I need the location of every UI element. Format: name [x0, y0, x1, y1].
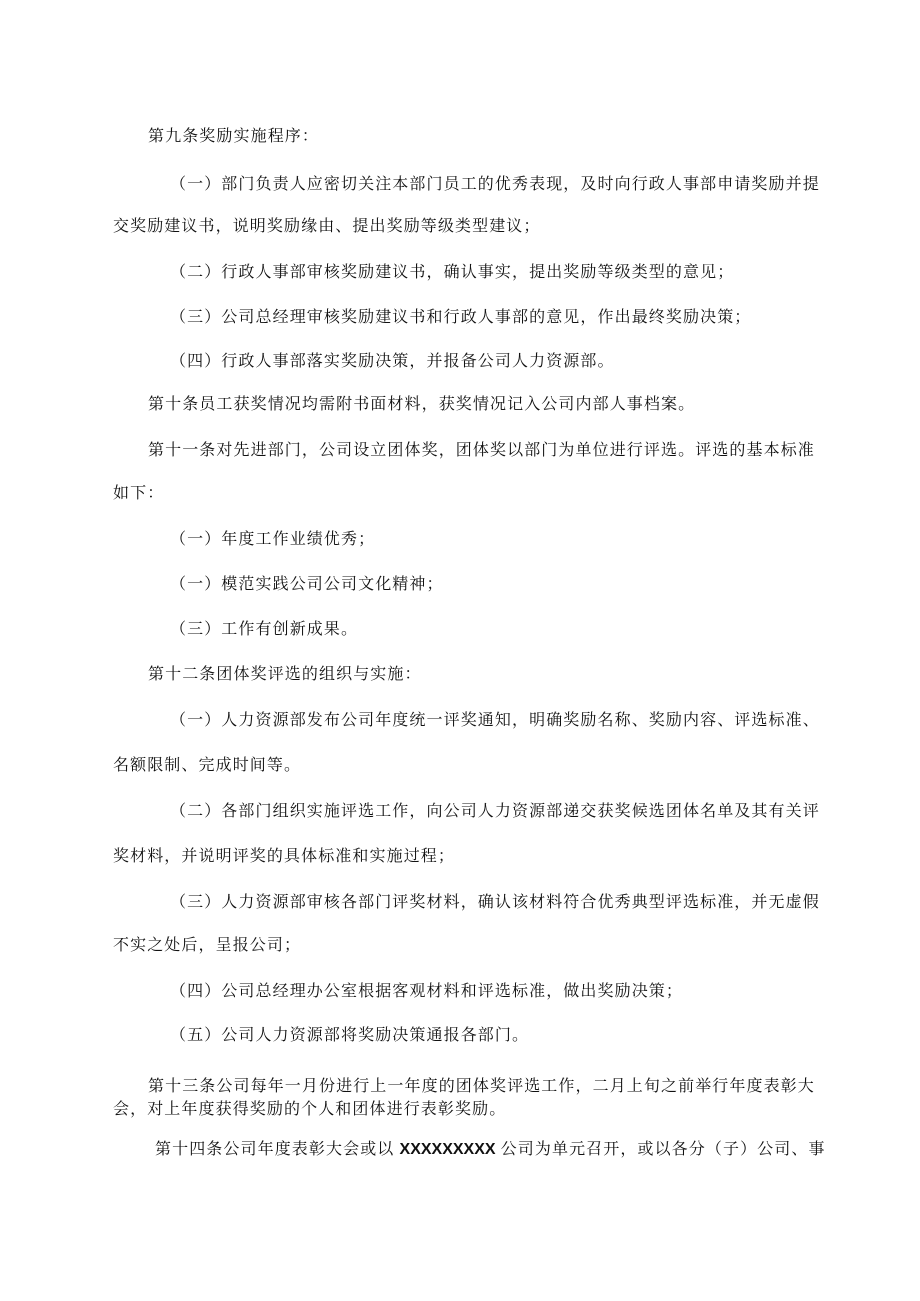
paragraph-line: 名额限制、完成时间等。 [113, 757, 302, 774]
article-9-heading: 第九条奖励实施程序： [148, 128, 320, 145]
paragraph-line: （一）部门负责人应密切关注本部门员工的优秀表现，及时向行政人事部申请奖励并提 [170, 176, 820, 193]
paragraph-line: （一）模范实践公司公司文化精神； [170, 576, 444, 593]
article-14-text-after: 公司为单元召开，或以各分（子）公司、事 [500, 1141, 826, 1158]
article-13: 第十三条公司每年一月份进行上一年度的团体奖评选工作，二月上旬之前举行年度表彰大 [148, 1078, 815, 1095]
paragraph-line: （二）各部门组织实施评选工作，向公司人力资源部递交获奖候选团体名单及其有关评 [170, 803, 820, 820]
paragraph-line: 会，对上年度获得奖励的个人和团体进行表彰奖励。 [113, 1101, 507, 1118]
paragraph-line: （三）公司总经理审核奖励建议书和行政人事部的意见，作出最终奖励决策； [170, 309, 752, 326]
article-10: 第十条员工获奖情况均需附书面材料，获奖情况记入公司内部人事档案。 [148, 396, 696, 413]
paragraph-line: 奖材料，并说明评奖的具体标准和实施过程； [113, 848, 456, 865]
paragraph-line: （三）人力资源部审核各部门评奖材料，确认该材料符合优秀典型评选标准，并无虚假 [170, 894, 820, 911]
paragraph-line: （一）人力资源部发布公司年度统一评奖通知，明确奖励名称、奖励内容、评选标准、 [170, 712, 820, 729]
article-14 [155, 1140, 826, 1160]
article-12: 第十二条团体奖评选的组织与实施： [148, 666, 422, 683]
paragraph-line: （二）行政人事部审核奖励建议书，确认事实，提出奖励等级类型的意见； [170, 264, 735, 281]
article-14-text-before: 第十四条公司年度表彰大会或以 [155, 1141, 395, 1158]
paragraph-line: （四）行政人事部落实奖励决策，并报备公司人力资源部。 [170, 353, 615, 370]
paragraph-line: 交奖励建议书，说明奖励缘由、提出奖励等级类型建议； [113, 218, 541, 235]
paragraph-line: （一）年度工作业绩优秀； [170, 531, 376, 548]
paragraph-line: 不实之处后，呈报公司； [113, 937, 302, 954]
paragraph-line: （四）公司总经理办公室根据客观材料和评选标准，做出奖励决策； [170, 983, 684, 1000]
paragraph-line: （五）公司人力资源部将奖励决策通报各部门。 [170, 1027, 530, 1044]
company-name-placeholder: XXXXXXXXX [399, 1141, 496, 1158]
paragraph-line: （三）工作有创新成果。 [170, 621, 359, 638]
paragraph-line: 如下： [113, 485, 165, 502]
article-11: 第十一条对先进部门，公司设立团体奖，团体奖以部门为单位进行评选。评选的基本标准 [148, 442, 815, 459]
